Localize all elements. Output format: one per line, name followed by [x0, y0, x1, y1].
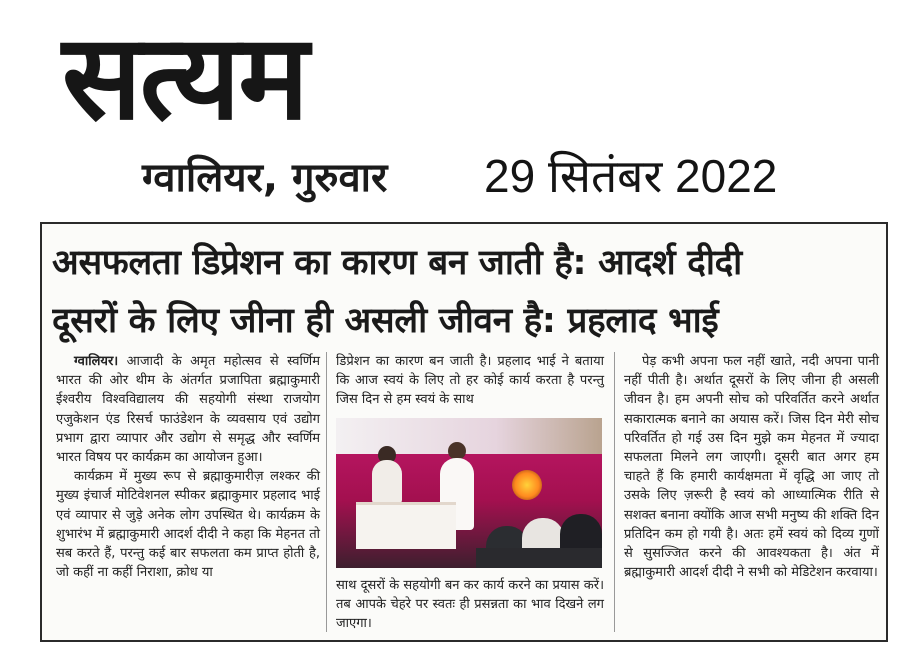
audience-chairs: [476, 548, 602, 568]
photo-backdrop-banner: [336, 418, 602, 454]
newspaper-title: सत्यम: [62, 8, 307, 146]
column-1-paragraph-1: [56, 352, 320, 467]
column-divider: [326, 352, 327, 632]
column-divider: [614, 352, 615, 632]
headline-primary: असफलता डिप्रेशन का कारण बन जाती है: आदर्श दीदी: [52, 243, 742, 283]
article-column-2: [336, 352, 604, 410]
event-photo: [336, 418, 602, 568]
publication-date: 29 सितंबर 2022: [484, 150, 778, 202]
article-clipping: [40, 222, 888, 642]
article-column-1: [56, 352, 320, 582]
flower-bouquet: [512, 470, 542, 500]
column-2-bottom-text: साथ दूसरों के सहयोगी बन कर कार्य करने का प्रयास करें। तब आपके चेहरे पर स्वतः ही प्रसन्नता का भाव दिखने लग जाएगा।: [336, 578, 604, 632]
column-3-paragraph-1: पेड़ कभी अपना फल नहीं खाते, नदी अपना पानी नहीं पीती है। अर्थात दूसरों के लिए जीना ही असली जीवन है। हम अपनी सोच को परिवर्तित करने अर्थात सकारात्मक बनाने का अयास करें। जिस दिन मेरी सोच परिवर्तित हो गई उस दिन मुझे कम मेहनत में ज्यादा सफलता मिलने लग जाएगी। दूसरी बात अगर हम चाहते हैं कि हमारी कार्यक्षमता में वृद्धि आ जाए तो उसके लिए ज़रूरी है स्वयं को आध्यात्मिक रीति से सशक्त बनाना क्योंकि आज सभी मनुष्य की शक्ति दिन प्रतिदिन कम हो गयी है। अतः हमें स्वयं को दिव्य गुणों से सुसज्जित करने की आवश्यकता है। अंत में ब्रह्माकुमारी आदर्श दीदी ने सभी को मेडिटेशन करवाया।: [624, 354, 879, 581]
column-1-paragraph-2: कार्यक्रम में मुख्य रूप से ब्रह्माकुमारीज़ लश्कर की मुख्य इंचार्ज मोटिवेशनल स्पीकर ब्रह्माकुमार प्रहलाद भाई एवं व्यापार से जुड़े अनेक लोग उपस्थित थे। कार्यक्रम के शुभारंभ में ब्रह्माकुमारी आदर्श दीदी ने कहा कि मेहनत तो सब करते हैं, परन्तु कई बार सफलता कम प्राप्त होती है, जो कहीं ना कहीं निराशा, क्रोध या: [56, 469, 320, 581]
column-2-top-text: डिप्रेशन का कारण बन जाती है। प्रहलाद भाई ने बताया कि आज स्वयं के लिए तो हर कोई कार्य करता है परन्तु जिस दिन से हम स्वयं के साथ: [336, 354, 604, 408]
dateline-city-day: ग्वालियर, गुरुवार: [142, 155, 388, 201]
masthead: [0, 0, 898, 215]
column-1-paragraph-1-text: आजादी के अमृत महोत्सव से स्वर्णिम भारत की ओर थीम के अंतर्गत प्रजापिता ब्रह्माकुमारी ईश्वरीय विश्वविद्यालय की सहयोगी संस्था राजयोग एजुकेशन एंड रिसर्च फाउंडेशन के व्यवसाय एवं उद्योग प्रभाग द्वारा व्यापार और उद्योग से समृद्ध और स्वर्णिम भारत विषय पर कार्यक्रम का आयोजन हुआ।: [56, 354, 320, 466]
speaker-figure: [372, 460, 402, 504]
article-dateline: ग्वालियर।: [74, 354, 119, 369]
stage-table: [356, 502, 456, 549]
headline-secondary: दूसरों के लिए जीना ही असली जीवन है: प्रहलाद भाई: [52, 301, 719, 341]
article-column-3: [624, 352, 879, 582]
